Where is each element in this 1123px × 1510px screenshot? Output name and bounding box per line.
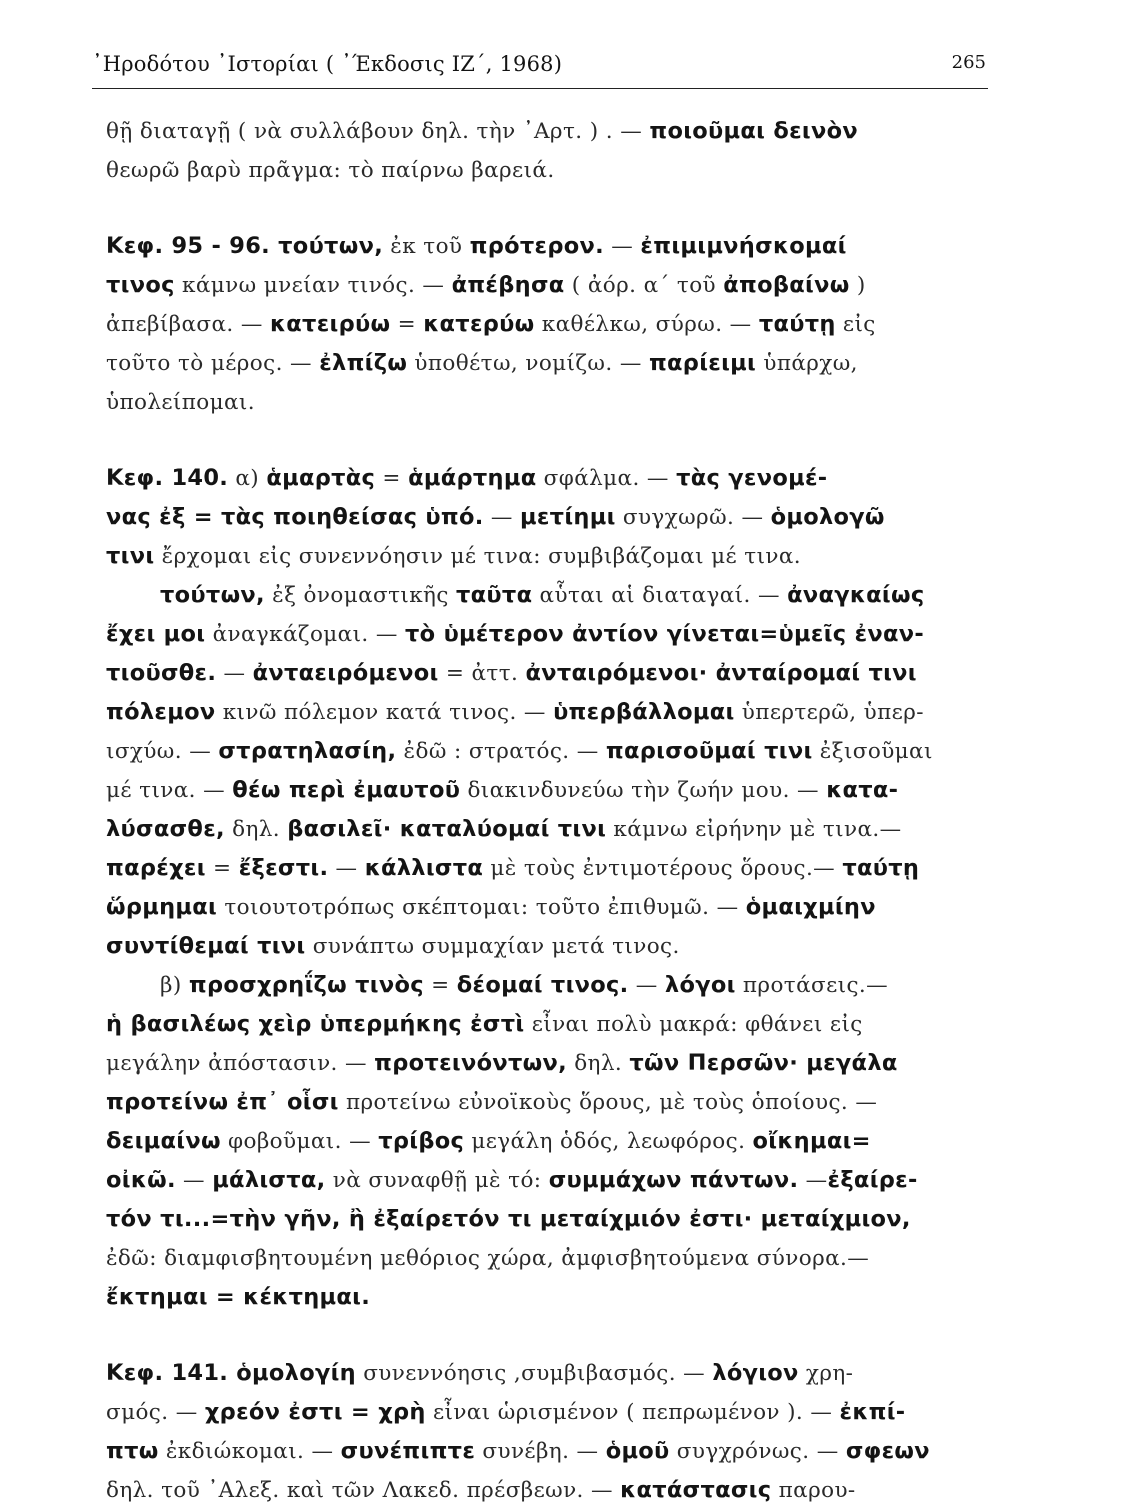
page-number: 265: [951, 52, 986, 73]
text-line: [106, 927, 996, 966]
headword: συνέπιπτε: [340, 1438, 476, 1464]
headword: παρισοῦμαί τινι: [605, 738, 813, 764]
gloss-text: ἐξισοῦμαι: [812, 739, 933, 764]
gloss-text: συγχωρῶ. —: [615, 505, 771, 530]
gloss-text: ἐδῶ : στρατός. —: [396, 739, 606, 764]
text-line: [106, 1471, 996, 1510]
headword: δέομαί τινος.: [456, 972, 629, 998]
gloss-text: =: [423, 973, 457, 998]
text-line: [106, 305, 996, 344]
headword: ἀναγκαίως: [787, 582, 925, 608]
headword: τούτων,: [160, 582, 265, 608]
gloss-text: τοῦτο τὸ μέρος. —: [106, 351, 320, 376]
gloss-text: μέ τινα. —: [106, 778, 233, 803]
gloss-text: μὲ τοὺς ἐντιμοτέρους ὅρους.—: [483, 856, 843, 881]
headword: ἀπέβησα: [451, 272, 565, 298]
gloss-text: =: [390, 312, 424, 337]
gloss-text: ἐδῶ: διαμφισβητουμένη μεθόριος χώρα, ἀμφισβητούμενα σύνορα.—: [106, 1246, 870, 1271]
paragraph-gap: [106, 1317, 996, 1354]
gloss-text: εἶναι πολὺ μακρά: φθάνει εἰς: [524, 1012, 863, 1037]
gloss-text: ( ἀόρ. α´ τοῦ: [564, 273, 724, 298]
gloss-text: αὗται αἱ διαταγαί. —: [532, 583, 788, 608]
headword: τινι: [106, 543, 155, 569]
headword: κατα-: [826, 777, 899, 803]
headword: ἡ βασιλέως χεὶρ ὑπερμήκης ἐστὶ: [106, 1011, 525, 1037]
text-line: [106, 1083, 996, 1122]
headword: ἐπιμιμνήσκομαί: [640, 233, 847, 259]
gloss-text: —: [628, 973, 665, 998]
headword: Κεφ. 141. ὁμολογίη: [106, 1360, 356, 1386]
gloss-text: δηλ.: [224, 817, 288, 842]
headword: πρότερον.: [469, 233, 605, 259]
headword: Κεφ. 140.: [106, 465, 229, 491]
headword: ὁμολογῶ: [770, 504, 885, 530]
headword: ὁμοῦ: [605, 1438, 670, 1464]
gloss-text: κινῶ πόλεμον κατά τινος. —: [215, 700, 554, 725]
headword: ἐκπί-: [839, 1399, 906, 1425]
headword: ἔχει μοι: [106, 621, 206, 647]
headword: συντίθεμαί τινι: [106, 933, 306, 959]
gloss-text: —: [216, 661, 253, 686]
headword: τόν τι...=τὴν γῆν, ἢ ἐξαίρετόν τι μεταίχμιόν ἐστι· μεταίχμιον,: [106, 1206, 911, 1232]
headword: οἴκημαι=: [752, 1128, 871, 1154]
gloss-text: κάμνω μνείαν τινός. —: [174, 273, 452, 298]
headword: Κεφ. 95 - 96. τούτων,: [106, 233, 384, 259]
gloss-text: νὰ συναφθῇ μὲ τό:: [325, 1168, 549, 1193]
headword: νας ἐξ = τὰς ποιηθείσας ὑπό.: [106, 504, 484, 530]
headword: παρέχει: [106, 855, 206, 881]
gloss-text: παρου-: [771, 1478, 856, 1503]
headword: ὁμαιχμίην: [745, 894, 876, 920]
gloss-text: σφάλμα. —: [536, 466, 677, 491]
gloss-text: θῇ διαταγῇ ( νὰ συλλάβουν δηλ. τὴν ᾿Αρτ. ) . —: [106, 119, 650, 144]
gloss-text: μεγάλην ἀπόστασιν. —: [106, 1051, 375, 1076]
paragraph-gap: [106, 190, 996, 227]
text-line: [106, 1239, 996, 1278]
gloss-text: =: [375, 466, 409, 491]
text-line: [106, 849, 996, 888]
gloss-text: φοβοῦμαι. —: [220, 1129, 379, 1154]
gloss-text: = ἀττ.: [438, 661, 526, 686]
paragraph-gap: [106, 422, 996, 459]
gloss-text: μεγάλη ὁδός, λεωφόρος.: [464, 1129, 753, 1154]
headword: πόλεμον: [106, 699, 216, 725]
gloss-text: ἀπεβίβασα. —: [106, 312, 270, 337]
gloss-text: ἐκ τοῦ: [383, 234, 470, 259]
gloss-text: συνάπτω συμμαχίαν μετά τινος.: [305, 934, 680, 959]
headword: λόγοι: [664, 972, 736, 998]
gloss-text: ὑπάρχω,: [756, 351, 858, 376]
gloss-text: καθέλκω, σύρω. —: [534, 312, 759, 337]
text-line: [106, 654, 996, 693]
gloss-text: εἰς: [835, 312, 876, 337]
gloss-text: β): [160, 973, 189, 998]
headword: πτω: [106, 1438, 159, 1464]
headword: δειμαίνω: [106, 1128, 221, 1154]
headword: τὸ ὑμέτερον ἀντίον γίνεται=ὑμεῖς ἐναν-: [405, 621, 925, 647]
text-line: [106, 1200, 996, 1239]
text-line: [106, 266, 996, 305]
text-line: [106, 112, 996, 151]
gloss-text: συνέβη. —: [475, 1439, 606, 1464]
text-line: [106, 1354, 996, 1393]
headword: κατειρύω: [270, 311, 391, 337]
headword: οἰκῶ.: [106, 1167, 176, 1193]
gloss-text: —: [175, 1168, 213, 1193]
headword: χρεόν ἐστι = χρὴ: [204, 1399, 426, 1425]
gloss-text: ἐξ ὀνομαστικῆς: [264, 583, 456, 608]
headword: τιοῦσθε.: [106, 660, 217, 686]
gloss-text: —: [798, 1168, 828, 1193]
text-line: [106, 1005, 996, 1044]
gloss-text: —: [604, 234, 641, 259]
text-line: [106, 1161, 996, 1200]
text-line: [106, 344, 996, 383]
gloss-text: ὑπερτερῶ, ὑπερ-: [734, 700, 924, 725]
headword: ἔξεστι.: [238, 855, 329, 881]
headword: τὰς γενομέ-: [676, 465, 828, 491]
headword: ἀποβαίνω: [723, 272, 850, 298]
headword: ὥρμημαι: [106, 894, 218, 920]
headword: προτείνω ἐπ᾿ οἷσι: [106, 1089, 339, 1115]
gloss-text: ὑπολείπομαι.: [106, 390, 255, 415]
headword: ἔκτημαι = κέκτημαι.: [106, 1284, 371, 1310]
text-line: [106, 1044, 996, 1083]
text-line: [106, 615, 996, 654]
text-line: [106, 693, 996, 732]
gloss-text: εἶναι ὡρισμένον ( πεπρωμένον ). —: [425, 1400, 840, 1425]
text-line: [106, 151, 996, 190]
gloss-text: τοιουτοτρόπως σκέπτομαι: τοῦτο ἐπιθυμῶ. —: [217, 895, 746, 920]
headword: παρίειμι: [648, 350, 757, 376]
gloss-text: ): [849, 273, 866, 298]
headword: ἁμάρτημα: [408, 465, 537, 491]
gloss-text: —: [328, 856, 365, 881]
headword: ταύτῃ: [842, 855, 920, 881]
page-header: [92, 44, 988, 89]
text-line: [106, 966, 996, 1005]
headword: θέω περὶ ἐμαυτοῦ: [232, 777, 461, 803]
headword: κάλλιστα: [364, 855, 484, 881]
headword: σφεων: [845, 1438, 930, 1464]
gloss-text: ἔρχομαι εἰς συνεννόησιν μέ τινα: συμβιβάζομαι μέ τινα.: [154, 544, 802, 569]
headword: ἀνταιρόμενοι· ἀνταίρομαί τινι: [525, 660, 917, 686]
gloss-text: δηλ. τοῦ ᾿Αλεξ. καὶ τῶν Λακεδ. πρέσβεων. —: [106, 1478, 621, 1503]
headword: προτεινόντων,: [374, 1050, 567, 1076]
text-line: [106, 810, 996, 849]
text-line: [106, 1278, 996, 1317]
running-title: ᾿Ηροδότου ᾿Ιστορίαι ( ᾿Έκδοσις ΙΖ´, 1968): [92, 52, 563, 76]
text-line: [106, 498, 996, 537]
gloss-text: ισχύω. —: [106, 739, 219, 764]
headword: τινος: [106, 272, 175, 298]
headword: κατάστασις: [620, 1477, 772, 1503]
headword: ἀνταειρόμενοι: [252, 660, 439, 686]
text-line: [106, 1122, 996, 1161]
text-line: [106, 1393, 996, 1432]
headword: τῶν Περσῶν· μεγάλα: [629, 1050, 898, 1076]
text-line: [106, 576, 996, 615]
gloss-text: κάμνω εἰρήνην μὲ τινα.—: [606, 817, 902, 842]
gloss-text: σμός. —: [106, 1400, 205, 1425]
headword: ὑπερβάλλομαι: [553, 699, 735, 725]
text-line: [106, 537, 996, 576]
text-line: [106, 888, 996, 927]
text-line: [106, 459, 996, 498]
headword: ταῦτα: [456, 582, 533, 608]
headword: προσχρηΐζω τινὸς: [188, 972, 424, 998]
gloss-text: προτάσεις.—: [735, 973, 889, 998]
text-line: [106, 383, 996, 422]
headword: ἐξαίρε-: [827, 1167, 918, 1193]
headword: μάλιστα,: [212, 1167, 326, 1193]
gloss-text: α): [228, 466, 267, 491]
gloss-text: προτείνω εὐνοϊκοὺς ὅρους, μὲ τοὺς ὁποίους. —: [338, 1090, 878, 1115]
glossary-text: [106, 112, 996, 1510]
gloss-text: δηλ.: [566, 1051, 630, 1076]
gloss-text: =: [205, 856, 239, 881]
headword: στρατηλασίη,: [218, 738, 397, 764]
headword: τρίβος: [378, 1128, 465, 1154]
headword: μετίημι: [520, 504, 616, 530]
headword: λύσασθε,: [106, 816, 225, 842]
text-line: [106, 1432, 996, 1471]
gloss-text: —: [483, 505, 520, 530]
text-line: [106, 771, 996, 810]
gloss-text: ἀναγκάζομαι. —: [205, 622, 406, 647]
gloss-text: συνεννόησις ,συμβιβασμός. —: [355, 1361, 713, 1386]
headword: ἐλπίζω: [319, 350, 408, 376]
headword: συμμάχων πάντων.: [548, 1167, 799, 1193]
headword: ταύτῃ: [758, 311, 836, 337]
headword: βασιλεῖ· καταλύομαί τινι: [287, 816, 607, 842]
headword: κατερύω: [423, 311, 535, 337]
gloss-text: συγχρόνως. —: [669, 1439, 846, 1464]
text-line: [106, 227, 996, 266]
gloss-text: διακινδυνεύω τὴν ζωήν μου. —: [460, 778, 827, 803]
headword: ἁμαρτὰς: [266, 465, 376, 491]
gloss-text: θεωρῶ βαρὺ πρᾶγμα: τὸ παίρνω βαρειά.: [106, 158, 555, 183]
headword: ποιοῦμαι δεινὸν: [649, 118, 859, 144]
text-line: [106, 732, 996, 771]
gloss-text: ἐκδιώκομαι. —: [158, 1439, 341, 1464]
headword: λόγιον: [712, 1360, 799, 1386]
gloss-text: χρη-: [798, 1361, 854, 1386]
gloss-text: ὑποθέτω, νομίζω. —: [407, 351, 649, 376]
